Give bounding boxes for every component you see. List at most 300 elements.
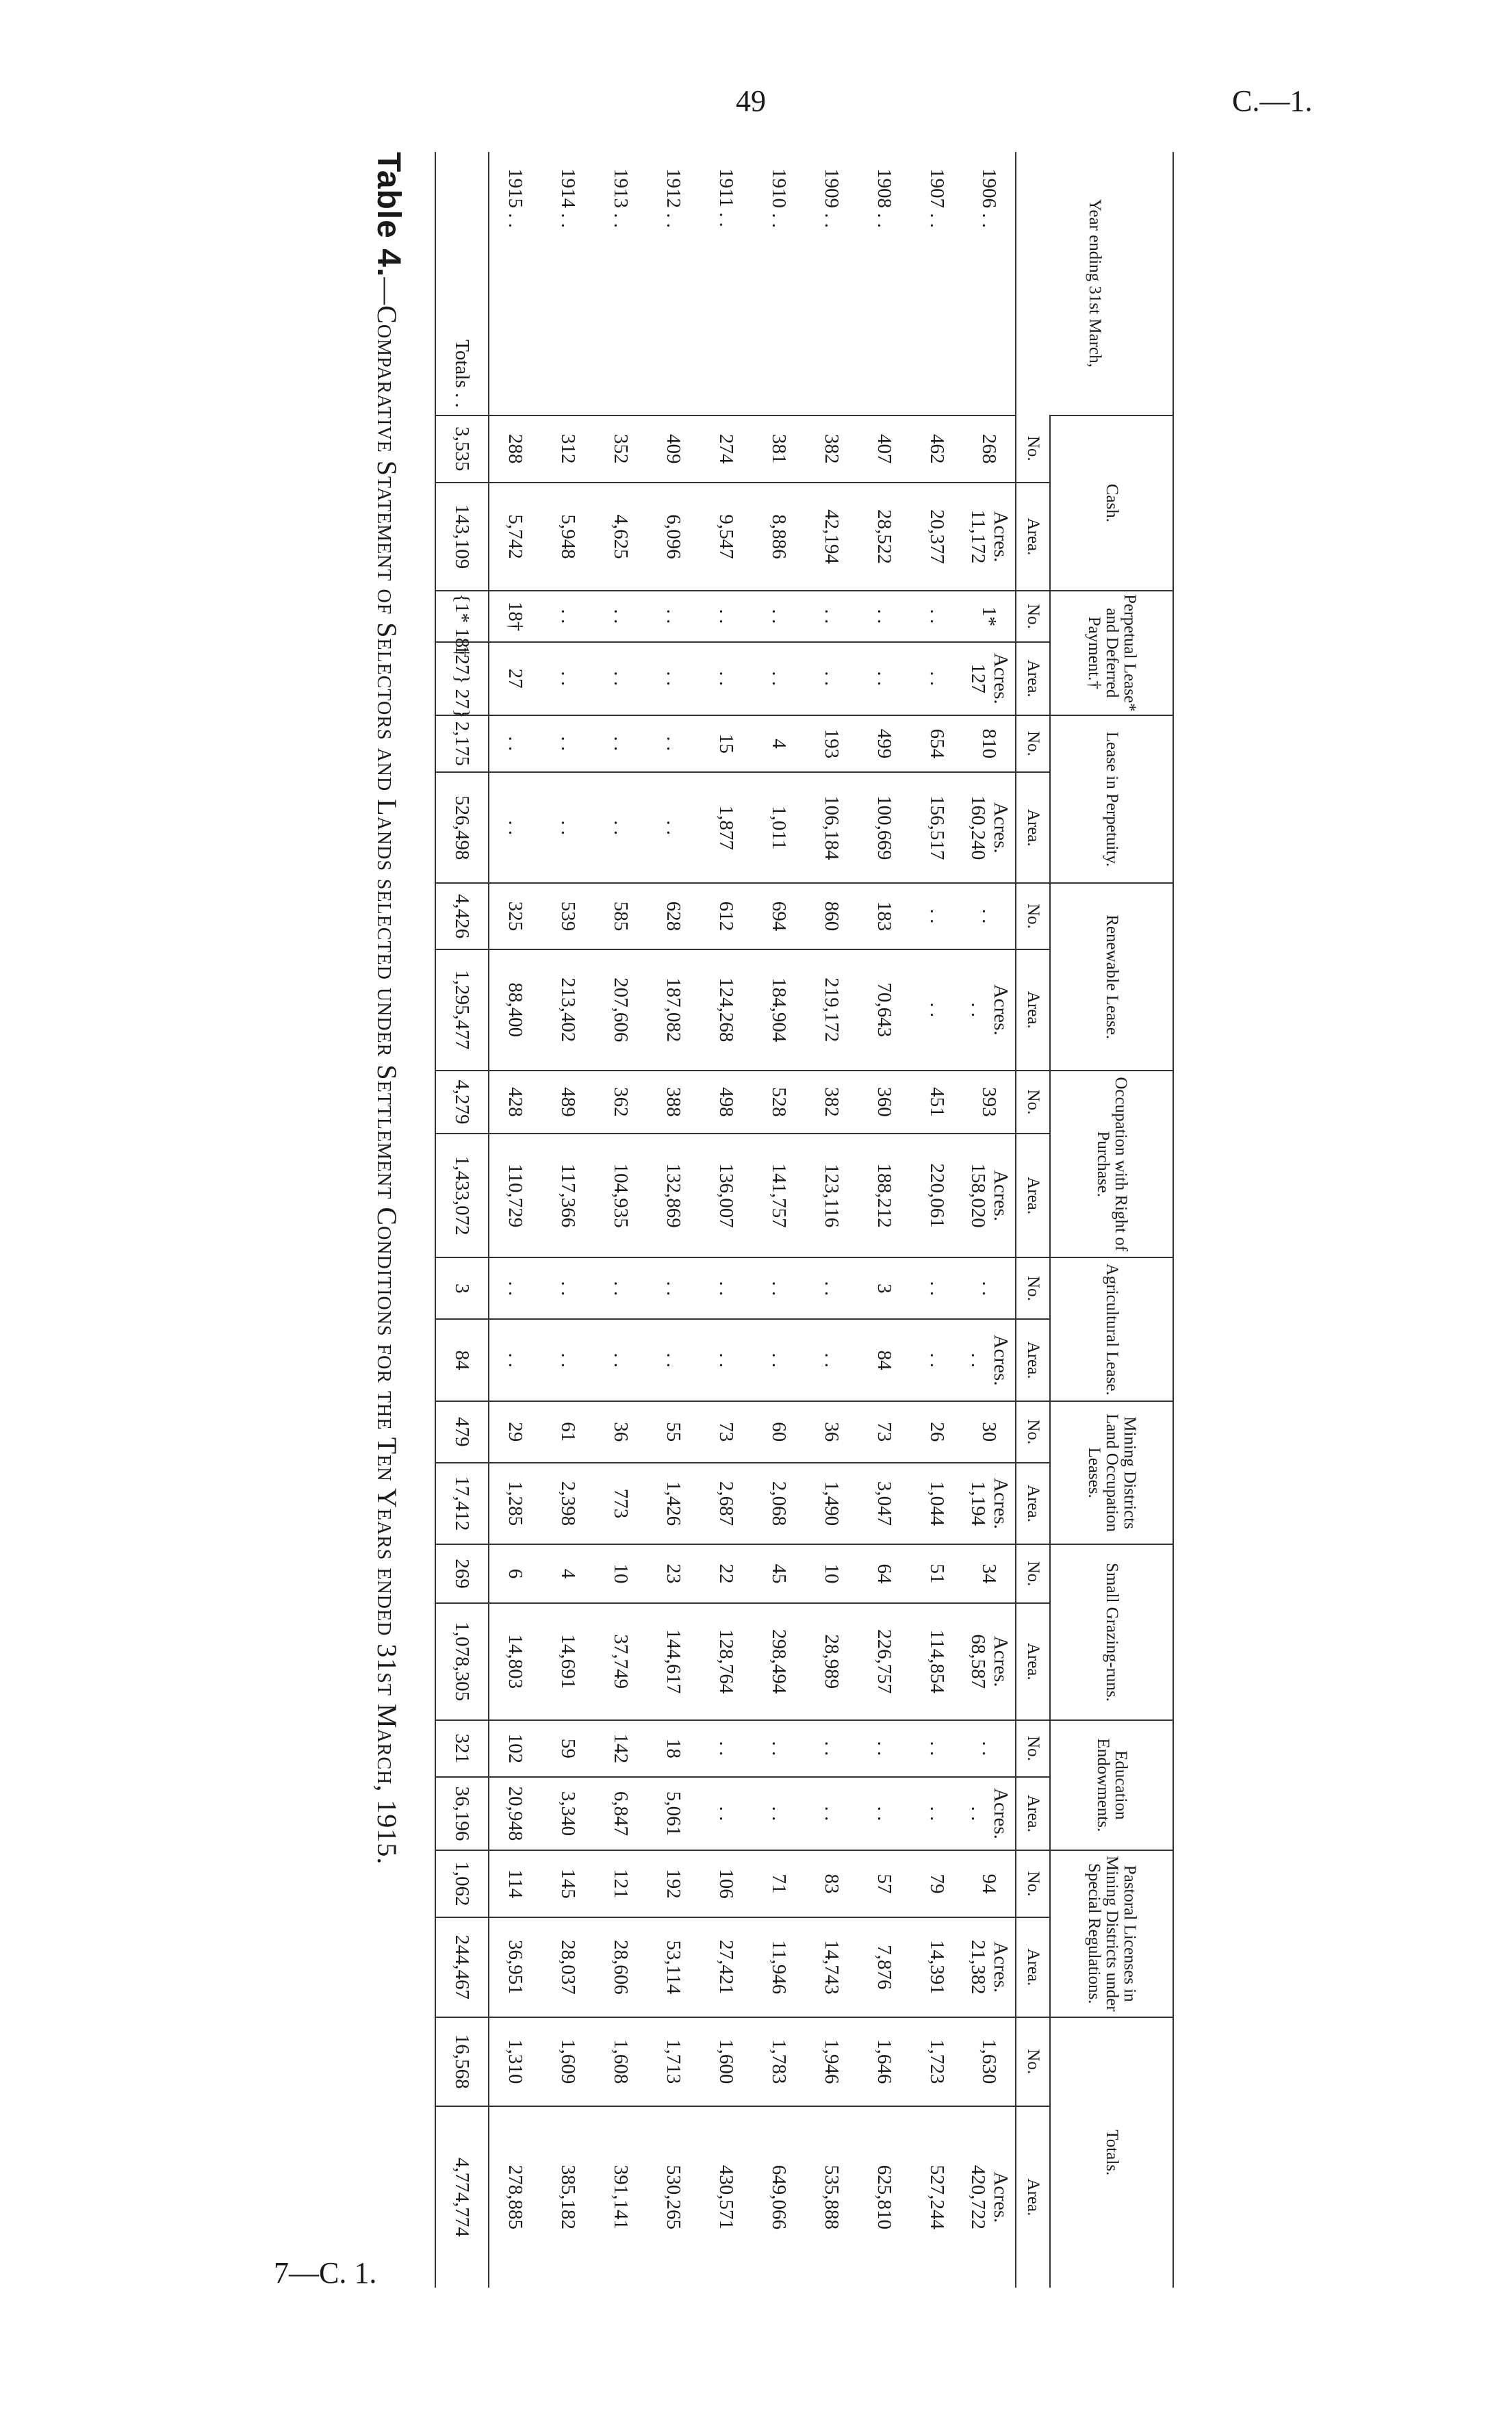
- data-cell: 34: [963, 1544, 1016, 1602]
- data-cell: 5,742: [489, 483, 541, 591]
- totals-cell: 1,295,477: [435, 949, 489, 1071]
- data-cell: 1,877: [700, 772, 752, 883]
- data-cell: . .: [541, 591, 594, 642]
- header-renewable-lease: Renewable Lease.: [1050, 883, 1173, 1071]
- data-cell: 8,886: [752, 483, 805, 591]
- data-cell: . .: [910, 1720, 963, 1777]
- data-cell: 57: [858, 1850, 910, 1917]
- data-cell: 409: [647, 415, 700, 483]
- data-cell: 5,948: [541, 483, 594, 591]
- subheader-no: No.: [1016, 1850, 1050, 1917]
- subheader-area: Area.: [1016, 483, 1050, 591]
- data-cell: [963, 642, 1016, 715]
- totals-row: [435, 152, 489, 2288]
- table-row: [963, 152, 1016, 2288]
- data-cell: . .: [541, 715, 594, 772]
- data-cell: 36: [594, 1401, 647, 1463]
- subheader-no: No.: [1016, 1071, 1050, 1134]
- data-cell: . .: [963, 883, 1016, 949]
- data-cell: . .: [963, 1720, 1016, 1777]
- data-cell: 70,643: [858, 949, 910, 1071]
- data-cell: . .: [541, 1319, 594, 1401]
- data-cell: . .: [752, 591, 805, 642]
- data-cell: . .: [647, 642, 700, 715]
- year-cell: 1911 . .: [715, 168, 737, 227]
- data-cell: 7,876: [858, 1917, 910, 2017]
- data-cell: 28,989: [805, 1603, 858, 1720]
- data-cell: 110,729: [489, 1134, 541, 1258]
- year-cell: 1909 . .: [821, 168, 843, 228]
- data-cell: . .: [594, 591, 647, 642]
- data-cell: 612: [700, 883, 752, 949]
- totals-cell: 1,062: [435, 1850, 489, 1917]
- totals-cell: 1,078,305: [435, 1603, 489, 1720]
- data-cell: 1,310: [489, 2017, 541, 2106]
- data-cell: 61: [541, 1401, 594, 1463]
- data-cell: 64: [858, 1544, 910, 1602]
- year-cell: 1915 . .: [504, 168, 527, 228]
- data-cell: 59: [541, 1720, 594, 1777]
- data-cell: 1,723: [910, 2017, 963, 2106]
- data-cell: . .: [910, 642, 963, 715]
- data-cell: 10: [805, 1544, 858, 1602]
- cell-value: . .: [967, 1353, 989, 1368]
- data-cell: 94: [963, 1850, 1016, 1917]
- data-cell: 362: [594, 1071, 647, 1134]
- data-cell: 18†: [489, 591, 541, 642]
- data-cell: 28,037: [541, 1917, 594, 2017]
- data-cell: 226,757: [858, 1603, 910, 1720]
- data-cell: 73: [858, 1401, 910, 1463]
- data-cell: 5,061: [647, 1777, 700, 1850]
- header-education-endowments: Education Endowments.: [1050, 1720, 1173, 1850]
- data-cell: 29: [489, 1401, 541, 1463]
- totals-cell: 36,196: [435, 1777, 489, 1850]
- header-occupation-right-purchase: Occupation with Right of Purchase.: [1050, 1071, 1173, 1258]
- subheader-area: Area.: [1016, 1134, 1050, 1258]
- subheader-no: No.: [1016, 415, 1050, 483]
- data-cell: . .: [700, 1319, 752, 1401]
- data-cell: . .: [752, 1777, 805, 1850]
- totals-cell: 143,109: [435, 483, 489, 591]
- data-cell: 1,630: [963, 2017, 1016, 2106]
- data-cell: 625,810: [858, 2106, 910, 2288]
- year-cell: 1907 . .: [926, 168, 948, 228]
- data-cell: . .: [752, 1720, 805, 1777]
- data-cell: 2,687: [700, 1463, 752, 1545]
- data-cell: 360: [858, 1071, 910, 1134]
- data-cell: 1,285: [489, 1463, 541, 1545]
- data-cell: 114: [489, 1850, 541, 1917]
- totals-cell: 244,467: [435, 1917, 489, 2017]
- data-cell: 6: [489, 1544, 541, 1602]
- year-cell: 1913 . .: [610, 168, 632, 228]
- header-perpetual-lease: Perpetual Lease* and Deferred Payment.†: [1050, 591, 1173, 715]
- subheader-no: No.: [1016, 591, 1050, 642]
- data-cell: . .: [541, 642, 594, 715]
- data-cell: 53,114: [647, 1917, 700, 2017]
- data-cell: 1,011: [752, 772, 805, 883]
- data-cell: 1,646: [858, 2017, 910, 2106]
- data-cell: 36,951: [489, 1917, 541, 2017]
- data-cell: 100,669: [858, 772, 910, 883]
- data-cell: 183: [858, 883, 910, 949]
- year-cell: 1908 . .: [873, 168, 895, 228]
- table-row: [647, 152, 700, 2288]
- data-cell: 388: [647, 1071, 700, 1134]
- data-cell: . .: [805, 1319, 858, 1401]
- data-cell: 45: [752, 1544, 805, 1602]
- year-cell: 1906 . .: [978, 168, 1001, 228]
- year-cell: 1914 . .: [557, 168, 579, 228]
- data-cell: 128,764: [700, 1603, 752, 1720]
- settlement-table: [435, 152, 1174, 2288]
- data-cell: 530,265: [647, 2106, 700, 2288]
- data-cell: 71: [752, 1850, 805, 1917]
- subheader-area: Area.: [1016, 642, 1050, 715]
- subheader-area: Area.: [1016, 1777, 1050, 1850]
- data-cell: . .: [805, 1777, 858, 1850]
- table-row: [910, 152, 963, 2288]
- data-cell: 393: [963, 1071, 1016, 1134]
- table-row: [805, 152, 858, 2288]
- data-cell: 9,547: [700, 483, 752, 591]
- data-cell: 528: [752, 1071, 805, 1134]
- data-cell: 142: [594, 1720, 647, 1777]
- data-cell: 407: [858, 415, 910, 483]
- data-cell: 288: [489, 415, 541, 483]
- data-cell: 136,007: [700, 1134, 752, 1258]
- totals-cell: 1,433,072: [435, 1134, 489, 1258]
- data-cell: 187,082: [647, 949, 700, 1071]
- cell-value: 127: [967, 663, 989, 694]
- data-cell: 6,847: [594, 1777, 647, 1850]
- data-cell: 1,608: [594, 2017, 647, 2106]
- totals-cell: 17,412: [435, 1463, 489, 1545]
- data-cell: 14,691: [541, 1603, 594, 1720]
- data-cell: [963, 1917, 1016, 2017]
- data-cell: . .: [489, 772, 541, 883]
- data-cell: 462: [910, 415, 963, 483]
- data-cell: . .: [910, 1257, 963, 1319]
- data-cell: 106,184: [805, 772, 858, 883]
- document-reference: C.—1.: [1232, 84, 1313, 118]
- totals-cell: {1* 18†: [435, 591, 489, 642]
- data-cell: 4: [752, 715, 805, 772]
- subheader-area: Area.: [1016, 2106, 1050, 2288]
- totals-cell: 84: [435, 1319, 489, 1401]
- data-cell: . .: [858, 591, 910, 642]
- data-cell: [963, 1777, 1016, 1850]
- totals-label: Totals . .: [435, 152, 489, 415]
- data-cell: . .: [647, 1257, 700, 1319]
- data-cell: 382: [805, 415, 858, 483]
- data-cell: 381: [752, 415, 805, 483]
- data-cell: . .: [858, 642, 910, 715]
- data-cell: 385,182: [541, 2106, 594, 2288]
- unit-label: Acres.: [990, 1478, 1012, 1529]
- data-cell: [963, 949, 1016, 1071]
- totals-cell: 127} 27}: [435, 642, 489, 715]
- data-cell: 36: [805, 1401, 858, 1463]
- data-cell: [963, 2106, 1016, 2288]
- data-cell: 121: [594, 1850, 647, 1917]
- data-cell: [963, 1319, 1016, 1401]
- subheader-no: No.: [1016, 2017, 1050, 2106]
- subheader-no: No.: [1016, 883, 1050, 949]
- cell-value: 11,172: [967, 509, 989, 564]
- table-title: [370, 152, 407, 2288]
- data-cell: 11,946: [752, 1917, 805, 2017]
- data-cell: 3,047: [858, 1463, 910, 1545]
- data-cell: . .: [541, 1257, 594, 1319]
- data-cell: . .: [910, 1777, 963, 1850]
- footer-reference: 7—C. 1.: [274, 2256, 377, 2290]
- data-cell: [963, 483, 1016, 591]
- data-cell: . .: [700, 1257, 752, 1319]
- data-cell: 219,172: [805, 949, 858, 1071]
- data-cell: [963, 772, 1016, 883]
- data-cell: 60: [752, 1401, 805, 1463]
- data-cell: 3,340: [541, 1777, 594, 1850]
- data-cell: . .: [805, 1257, 858, 1319]
- subheader-no: No.: [1016, 1257, 1050, 1319]
- totals-cell: 269: [435, 1544, 489, 1602]
- data-cell: 1,426: [647, 1463, 700, 1545]
- data-cell: 268: [963, 415, 1016, 483]
- year-cell: 1910 . .: [768, 168, 790, 228]
- data-cell: 1,490: [805, 1463, 858, 1545]
- data-cell: 132,869: [647, 1134, 700, 1258]
- subheader-no: No.: [1016, 715, 1050, 772]
- data-cell: . .: [489, 1319, 541, 1401]
- totals-cell: 4,774,774: [435, 2106, 489, 2288]
- data-cell: 14,743: [805, 1917, 858, 2017]
- totals-cell: 321: [435, 1720, 489, 1777]
- header-lease-in-perpetuity: Lease in Perpetuity.: [1050, 715, 1173, 884]
- data-cell: . .: [752, 642, 805, 715]
- data-cell: 325: [489, 883, 541, 949]
- data-cell: 102: [489, 1720, 541, 1777]
- data-cell: 498: [700, 1071, 752, 1134]
- data-cell: . .: [541, 772, 594, 883]
- data-cell: 3: [858, 1257, 910, 1319]
- data-cell: 535,888: [805, 2106, 858, 2288]
- unit-label: Acres.: [990, 802, 1012, 854]
- data-cell: . .: [858, 1777, 910, 1850]
- unit-label: Acres.: [990, 1941, 1012, 1993]
- table-row: [489, 152, 541, 2288]
- data-cell: 55: [647, 1401, 700, 1463]
- totals-cell: 3,535: [435, 415, 489, 483]
- table-number: Table 4.: [370, 152, 407, 278]
- header-small-grazing-runs: Small Grazing-runs.: [1050, 1544, 1173, 1719]
- data-cell: . .: [647, 715, 700, 772]
- data-cell: 10: [594, 1544, 647, 1602]
- data-cell: 298,494: [752, 1603, 805, 1720]
- totals-cell: 4,279: [435, 1071, 489, 1134]
- data-cell: 1,946: [805, 2017, 858, 2106]
- data-cell: 539: [541, 883, 594, 949]
- totals-cell: 16,568: [435, 2017, 489, 2106]
- totals-cell: 526,498: [435, 772, 489, 883]
- data-cell: 84: [858, 1319, 910, 1401]
- header-totals: Totals.: [1050, 2017, 1173, 2288]
- data-cell: . .: [752, 1319, 805, 1401]
- data-cell: 860: [805, 883, 858, 949]
- data-cell: 145: [541, 1850, 594, 1917]
- cell-value: . .: [967, 1806, 989, 1821]
- data-cell: 352: [594, 415, 647, 483]
- data-cell: 382: [805, 1071, 858, 1134]
- data-cell: 628: [647, 883, 700, 949]
- subheader-area: Area.: [1016, 772, 1050, 883]
- unit-label: Acres.: [990, 2171, 1012, 2223]
- data-cell: . .: [594, 1319, 647, 1401]
- data-cell: 1*: [963, 591, 1016, 642]
- data-cell: . .: [700, 591, 752, 642]
- data-cell: 391,141: [594, 2106, 647, 2288]
- data-cell: 88,400: [489, 949, 541, 1071]
- data-cell: 6,096: [647, 483, 700, 591]
- data-cell: . .: [647, 772, 700, 883]
- data-cell: . .: [594, 1257, 647, 1319]
- unit-label: Acres.: [990, 1788, 1012, 1839]
- data-cell: 274: [700, 415, 752, 483]
- header-mining-districts: Mining Districts Land Occupation Leases.: [1050, 1401, 1173, 1544]
- subheader-area: Area.: [1016, 1319, 1050, 1401]
- table-row: [541, 152, 594, 2288]
- cell-value: 68,587: [967, 1634, 989, 1689]
- data-cell: 73: [700, 1401, 752, 1463]
- subheader-area: Area.: [1016, 1463, 1050, 1545]
- data-cell: 156,517: [910, 772, 963, 883]
- data-cell: 14,391: [910, 1917, 963, 2017]
- data-cell: 193: [805, 715, 858, 772]
- cell-value: 160,240: [967, 795, 989, 860]
- data-cell: [963, 1463, 1016, 1545]
- data-cell: 2,068: [752, 1463, 805, 1545]
- data-cell: 1,713: [647, 2017, 700, 2106]
- data-cell: 1,609: [541, 2017, 594, 2106]
- table-body: [435, 152, 1016, 2288]
- cell-value: 1,194: [967, 1481, 989, 1526]
- subheader-area: Area.: [1016, 1603, 1050, 1720]
- data-cell: . .: [858, 1720, 910, 1777]
- data-cell: 23: [647, 1544, 700, 1602]
- totals-cell: 4,426: [435, 883, 489, 949]
- data-cell: 1,783: [752, 2017, 805, 2106]
- data-cell: . .: [594, 642, 647, 715]
- data-cell: 188,212: [858, 1134, 910, 1258]
- table-row: [858, 152, 910, 2288]
- subheader-no: No.: [1016, 1720, 1050, 1777]
- data-cell: . .: [910, 949, 963, 1071]
- data-cell: . .: [489, 715, 541, 772]
- subheader-no: No.: [1016, 1544, 1050, 1602]
- cell-value: 158,020: [967, 1163, 989, 1228]
- data-cell: 18: [647, 1720, 700, 1777]
- subheader-no: No.: [1016, 1401, 1050, 1463]
- data-cell: . .: [910, 883, 963, 949]
- subheader-row: [1016, 152, 1050, 2288]
- data-cell: 51: [910, 1544, 963, 1602]
- data-cell: . .: [700, 642, 752, 715]
- data-cell: . .: [594, 715, 647, 772]
- data-cell: [963, 1134, 1016, 1258]
- unit-label: Acres.: [990, 1334, 1012, 1386]
- data-cell: . .: [805, 591, 858, 642]
- data-cell: 22: [700, 1544, 752, 1602]
- data-cell: 123,116: [805, 1134, 858, 1258]
- data-cell: 192: [647, 1850, 700, 1917]
- header-agricultural-lease: Agricultural Lease.: [1050, 1257, 1173, 1401]
- data-cell: 30: [963, 1401, 1016, 1463]
- data-cell: 773: [594, 1463, 647, 1545]
- unit-label: Acres.: [990, 1170, 1012, 1222]
- data-cell: 144,617: [647, 1603, 700, 1720]
- data-cell: 37,749: [594, 1603, 647, 1720]
- data-cell: 1,044: [910, 1463, 963, 1545]
- data-cell: 278,885: [489, 2106, 541, 2288]
- data-cell: 117,366: [541, 1134, 594, 1258]
- data-cell: 220,061: [910, 1134, 963, 1258]
- data-cell: . .: [752, 1257, 805, 1319]
- data-cell: 141,757: [752, 1134, 805, 1258]
- table-title-text: —Comparative Statement of Selectors and Lands selected under Settlement Conditions for the Ten Years ended 31st March, 1915.: [372, 277, 402, 1865]
- cell-value: 21,382: [967, 1939, 989, 1995]
- data-cell: 430,571: [700, 2106, 752, 2288]
- data-cell: . .: [805, 642, 858, 715]
- data-cell: 26: [910, 1401, 963, 1463]
- data-cell: . .: [489, 1257, 541, 1319]
- data-cell: 649,066: [752, 2106, 805, 2288]
- data-cell: 654: [910, 715, 963, 772]
- data-cell: 114,854: [910, 1603, 963, 1720]
- header-pastoral-licenses: Pastoral Licenses in Mining Districts under Special Regulations.: [1050, 1850, 1173, 2017]
- unit-label: Acres.: [990, 652, 1012, 704]
- data-cell: 694: [752, 883, 805, 949]
- data-cell: 83: [805, 1850, 858, 1917]
- data-cell: 4,625: [594, 483, 647, 591]
- data-cell: . .: [647, 591, 700, 642]
- subheader-area: Area.: [1016, 949, 1050, 1071]
- year-cell: 1912 . .: [663, 168, 684, 228]
- data-cell: . .: [700, 1720, 752, 1777]
- data-cell: . .: [805, 1720, 858, 1777]
- subheader-area: Area.: [1016, 1917, 1050, 2017]
- data-cell: 312: [541, 415, 594, 483]
- data-cell: 20,948: [489, 1777, 541, 1850]
- unit-label: Acres.: [990, 511, 1012, 563]
- header-year: Year ending 31st March,: [1016, 152, 1173, 415]
- data-cell: 79: [910, 1850, 963, 1917]
- data-cell: . .: [963, 1257, 1016, 1319]
- data-cell: 27,421: [700, 1917, 752, 2017]
- data-cell: 28,522: [858, 483, 910, 591]
- data-cell: 810: [963, 715, 1016, 772]
- data-cell: 2,398: [541, 1463, 594, 1545]
- cell-value: 420,722: [967, 2164, 989, 2230]
- totals-cell: 3: [435, 1257, 489, 1319]
- unit-label: Acres.: [990, 1635, 1012, 1687]
- data-cell: 207,606: [594, 949, 647, 1071]
- totals-cell: 2,175: [435, 715, 489, 772]
- totals-cell: 479: [435, 1401, 489, 1463]
- data-cell: 585: [594, 883, 647, 949]
- table-row: [594, 152, 647, 2288]
- data-cell: [963, 1603, 1016, 1720]
